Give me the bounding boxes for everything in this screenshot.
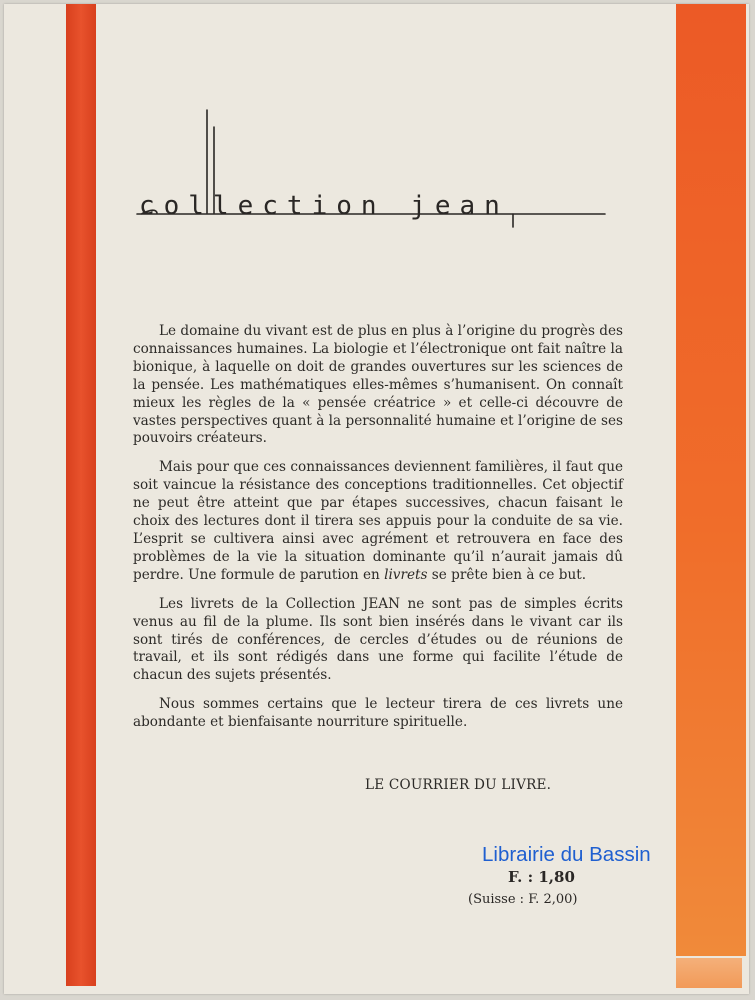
signature: LE COURRIER DU LIVRE.: [365, 777, 552, 793]
bookseller-watermark: Librairie du Bassin: [482, 843, 651, 866]
right-band-faded-strip: [676, 958, 742, 988]
paragraph-2-italic: livrets: [384, 566, 428, 583]
right-orange-band: [676, 4, 746, 956]
price-switzerland: (Suisse : F. 2,00): [468, 892, 578, 907]
presentation-text: [133, 323, 623, 743]
paragraph-2: [133, 459, 623, 584]
paragraph-3: Les livrets de la Collection JEAN ne sont pas de simples écrits venus au fil de la plume. Ils sont bien insérés dans le vivant car ils sont tirés de conférences, de cercles d’études ou de réunions de travail, et ils sont rédigés dans une forme qui facilite l’étude de chacun des sujets présentés.: [133, 595, 623, 684]
paragraph-1: Le domaine du vivant est de plus en plus à l’origine du progrès des connaissances humaines. La biologie et l’électronique ont fait naître la bionique, à laquelle on doit de grandes ouvertures sur les sciences de la pensée. Les mathématiques elles-mêmes s’humanisent. On connaît mieux les règles de la « pensée créatrice » et celle-ci découvre de vastes perspectives quant à la personnalité humaine et l’origine de ses pouvoirs créateurs.: [133, 323, 623, 447]
left-orange-band: [66, 4, 96, 986]
paragraph-2-start: Mais pour que ces connaissances deviennent familières, il faut que soit vaincue la résistance des conceptions traditionnelles. Cet objectif ne peut être atteint que par étapes successives, chacun faisant le choix des lectures dont il tirera ses appuis pour la conduite de sa vie. L’esprit se cultivera ainsi avec agrément et retrouvera en face des problèmes de la vie la situation dominante qu’il n’aurait jamais dû perdre. Une formule de parution en: [133, 459, 623, 583]
collection-jean-logo: [135, 105, 610, 230]
paragraph-4: Nous sommes certains que le lecteur tirera de ces livrets une abondante et bienfaisante nourriture spirituelle.: [133, 696, 623, 731]
logo-lettering: collection jean: [139, 191, 509, 221]
price-france: F. : 1,80: [508, 868, 575, 886]
paragraph-2-end: se prête bien à ce but.: [427, 566, 587, 583]
